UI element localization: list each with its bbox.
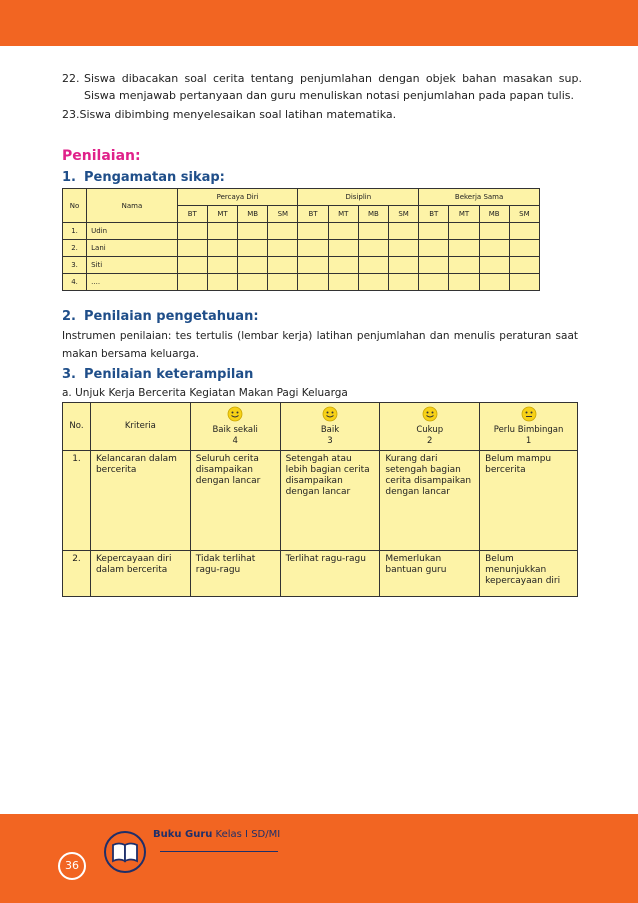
- rubric-level-3-label: Baik: [320, 425, 340, 435]
- sikap-row: [63, 223, 540, 240]
- section-3-heading: [62, 367, 253, 382]
- rubric-cell: Belum mampu bercerita: [480, 451, 578, 551]
- sikap-row-nama: Siti: [87, 257, 178, 274]
- sikap-row: [63, 274, 540, 291]
- rubric-level-2-score: 2: [427, 436, 433, 446]
- sikap-sub: MT: [207, 206, 237, 223]
- rubric-row-kriteria: Kepercayaan diri dalam bercerita: [90, 551, 190, 597]
- section-2-heading: [62, 309, 259, 324]
- sikap-group-percaya-diri: Percaya Diri: [177, 189, 298, 206]
- rubric-level-4: [190, 403, 280, 451]
- section-3-number: 3.: [62, 367, 76, 382]
- happy-smiley-icon: [227, 406, 243, 422]
- sikap-group-bekerja-sama: Bekerja Sama: [419, 189, 540, 206]
- sikap-row-no: 4.: [63, 274, 87, 291]
- footer-book-rest: Kelas I SD/MI: [212, 829, 281, 840]
- section-1-title: Pengamatan sikap:: [84, 170, 225, 185]
- section-1-number: 1.: [62, 170, 76, 185]
- sikap-sub: MB: [238, 206, 268, 223]
- section-3-title: Penilaian keterampilan: [84, 367, 254, 382]
- rubric-level-4-label: Baik sekali: [212, 425, 258, 435]
- section-2-title: Penilaian pengetahuan:: [84, 309, 259, 324]
- rubric-cell: Belum menunjukkan kepercayaan diri: [480, 551, 578, 597]
- sikap-row-no: 2.: [63, 240, 87, 257]
- sikap-sub: SM: [268, 206, 298, 223]
- rubric-level-3-score: 3: [327, 436, 333, 446]
- rubric-row-no: 2.: [63, 551, 91, 597]
- book-icon: [103, 830, 147, 874]
- sikap-group-disiplin: Disiplin: [298, 189, 419, 206]
- section-1-heading: [62, 170, 225, 185]
- sikap-row-nama: Lani: [87, 240, 178, 257]
- rubric-level-2: [380, 403, 480, 451]
- section-2-number: 2.: [62, 309, 76, 324]
- section-3-subtitle: a. Unjuk Kerja Bercerita Kegiatan Makan Pagi Keluarga: [62, 387, 348, 399]
- sikap-sub: BT: [419, 206, 449, 223]
- sikap-sub: SM: [509, 206, 539, 223]
- rubric-level-1-score: 1: [525, 436, 532, 446]
- sikap-row-no: 3.: [63, 257, 87, 274]
- rubric-row-kriteria: Kelancaran dalam bercerita: [90, 451, 190, 551]
- sikap-row-nama: Udin: [87, 223, 178, 240]
- rubric-row-no: 1.: [63, 451, 91, 551]
- sikap-sub: MT: [449, 206, 479, 223]
- footer-book-title: [153, 829, 280, 840]
- sikap-col-nama: Nama: [87, 189, 178, 223]
- sikap-row: [63, 240, 540, 257]
- rubric-level-1: [480, 403, 578, 451]
- rubric-level-1-label: Perlu Bimbingan: [493, 425, 564, 435]
- bottom-footer-band: [0, 814, 638, 903]
- rubric-level-4-score: 4: [232, 436, 238, 446]
- happy-smiley-icon: [322, 406, 338, 422]
- sikap-table: [62, 188, 540, 291]
- sikap-row-nama: ....: [87, 274, 178, 291]
- sikap-sub: BT: [177, 206, 207, 223]
- sikap-row: [63, 257, 540, 274]
- rubric-col-kriteria: Kriteria: [90, 403, 190, 451]
- learning-steps: [62, 70, 582, 123]
- step-22-number: 22.: [62, 72, 80, 85]
- rubric-table: [62, 402, 578, 597]
- rubric-cell: Memerlukan bantuan guru: [380, 551, 480, 597]
- rubric-cell: Setengah atau lebih bagian cerita disampaikan dengan lancar: [280, 451, 380, 551]
- rubric-level-3: [280, 403, 380, 451]
- rubric-cell: Terlihat ragu-ragu: [280, 551, 380, 597]
- rubric-cell: Tidak terlihat ragu-ragu: [190, 551, 280, 597]
- sikap-sub: SM: [389, 206, 419, 223]
- step-23: 23.Siswa dibimbing menyelesaikan soal latihan matematika.: [62, 108, 397, 121]
- sikap-row-no: 1.: [63, 223, 87, 240]
- step-22: [62, 70, 582, 104]
- rubric-cell: Seluruh cerita disampaikan dengan lancar: [190, 451, 280, 551]
- sikap-col-no: No: [63, 189, 87, 223]
- step-22-text: Siswa dibacakan soal cerita tentang penjumlahan dengan objek bahan masakan sup. Siswa menjawab pertanyaan dan guru menuliskan notasi penjumlahan pada papan tulis.: [84, 72, 582, 102]
- section-2-text: Instrumen penilaian: tes tertulis (lembar kerja) latihan penjumlahan dan menulis peraturan saat makan bersama keluarga.: [62, 330, 578, 360]
- rubric-cell: Kurang dari setengah bagian cerita disampaikan dengan lancar: [380, 451, 480, 551]
- top-header-band: [0, 0, 638, 46]
- penilaian-heading: Penilaian:: [62, 148, 141, 164]
- footer-line: [160, 851, 278, 852]
- happy-smiley-icon: [422, 406, 438, 422]
- rubric-level-2-label: Cukup: [416, 425, 444, 435]
- footer-book-bold: Buku Guru: [153, 829, 213, 840]
- sikap-sub: MB: [479, 206, 509, 223]
- rubric-col-no: No.: [63, 403, 91, 451]
- rubric-row: [63, 451, 578, 551]
- sikap-sub: MT: [328, 206, 358, 223]
- sikap-sub: MB: [358, 206, 388, 223]
- neutral-smiley-icon: [521, 406, 537, 422]
- page-number: 36: [58, 852, 86, 880]
- sikap-sub: BT: [298, 206, 328, 223]
- rubric-row: [63, 551, 578, 597]
